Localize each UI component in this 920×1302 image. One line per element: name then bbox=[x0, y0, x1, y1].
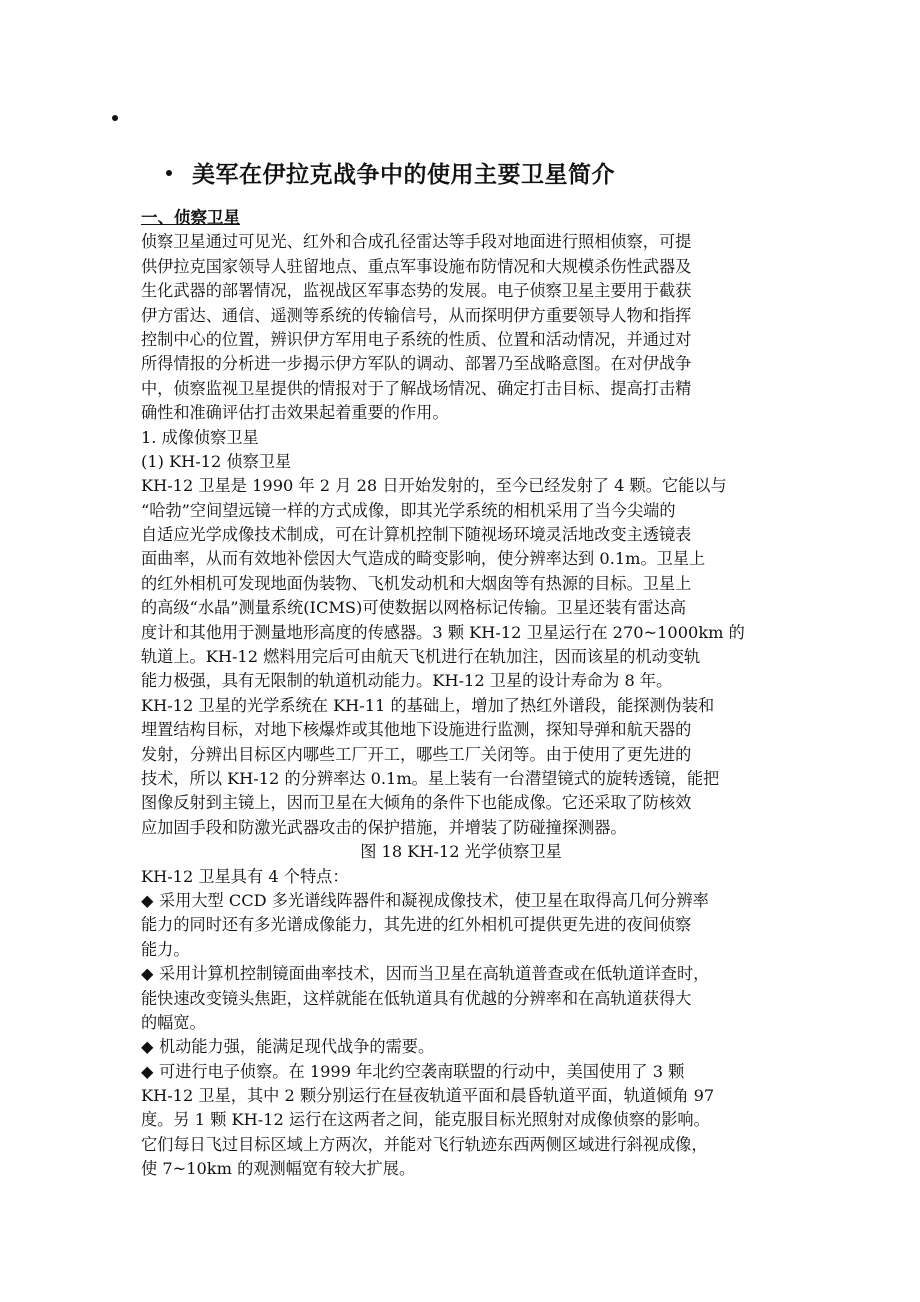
feature-list bbox=[141, 889, 781, 1182]
subheading: (1) KH-12 侦察卫星 bbox=[141, 451, 292, 471]
list-item bbox=[141, 1035, 781, 1059]
feature-text: 能快速改变镜头焦距，这样就能在低轨道具有优越的分辨率和在高轨道获得大 bbox=[141, 988, 692, 1008]
diamond-bullet-icon: ◆ bbox=[141, 1037, 154, 1057]
feature-text: 机动能力强，能满足现代战争的需要。 bbox=[159, 1037, 435, 1057]
text-line: 度计和其他用于测量地形高度的传感器。3 颗 KH-12 卫星运行在 270~1000km 的 bbox=[141, 622, 745, 642]
bullet-icon bbox=[166, 170, 172, 176]
feature-text: 能力。 bbox=[141, 939, 190, 959]
subheading: 1. 成像侦察卫星 bbox=[141, 427, 259, 447]
text-line: 中，侦察监视卫星提供的情报对于了解战场情况、确定打击目标、提高打击精 bbox=[141, 378, 692, 398]
list-item bbox=[141, 889, 781, 962]
document-body bbox=[141, 206, 781, 1182]
text-line: 的红外相机可发现地面伪装物、飞机发动机和大烟囱等有热源的目标。卫星上 bbox=[141, 573, 692, 593]
bullet-icon bbox=[112, 115, 118, 121]
text-line: 侦察卫星通过可见光、红外和合成孔径雷达等手段对地面进行照相侦察，可提 bbox=[141, 232, 692, 252]
text-line: KH-12 卫星的光学系统在 KH-11 的基础上，增加了热红外谱段，能探测伪装和 bbox=[141, 695, 715, 715]
text-line: 伊方雷达、通信、遥测等系统的传输信号，从而探明伊方重要领导人物和指挥 bbox=[141, 305, 692, 325]
feature-text: 的幅宽。 bbox=[141, 1012, 206, 1032]
feature-text: 它们每日飞过目标区域上方两次，并能对飞行轨迹东西两侧区域进行斜视成像， bbox=[141, 1134, 708, 1154]
feature-text: KH-12 卫星，其中 2 颗分别运行在昼夜轨道平面和晨昏轨道平面，轨道倾角 97 bbox=[141, 1086, 715, 1106]
text-line: KH-12 卫星是 1990 年 2 月 28 日开始发射的，至今已经发射了 4 颗。它能以与 bbox=[141, 476, 727, 496]
page-title: 美军在伊拉克战争中的使用主要卫星简介 bbox=[192, 162, 615, 188]
text-line: 发射，分辨出目标区内哪些工厂开工，哪些工厂关闭等。由于使用了更先进的 bbox=[141, 744, 692, 764]
list-item bbox=[141, 1060, 781, 1182]
features-intro: KH-12 卫星具有 4 个特点： bbox=[141, 866, 349, 886]
feature-text: 采用计算机控制镜面曲率技术，因而当卫星在高轨道普查或在低轨道详查时， bbox=[159, 964, 710, 984]
paragraph-lines bbox=[141, 230, 781, 840]
text-line: 能力极强，具有无限制的轨道机动能力。KH-12 卫星的设计寿命为 8 年。 bbox=[141, 671, 673, 691]
text-line: “哈勃”空间望远镜一样的方式成像，即其光学系统的相机采用了当今尖端的 bbox=[141, 500, 676, 520]
text-line: 埋置结构目标，对地下核爆炸或其他地下设施进行监测，探知导弹和航天器的 bbox=[141, 720, 692, 740]
text-line: 控制中心的位置，辨识伊方军用电子系统的性质、位置和活动情况，并通过对 bbox=[141, 329, 692, 349]
section-heading: 一、侦察卫星 bbox=[141, 208, 240, 227]
feature-text: 度。另 1 颗 KH-12 运行在这两者之间，能克服目标光照射对成像侦察的影响。 bbox=[141, 1110, 710, 1130]
feature-text: 能力的同时还有多光谱成像能力，其先进的红外相机可提供更先进的夜间侦察 bbox=[141, 915, 692, 935]
text-line: 所得情报的分析进一步揭示伊方军队的调动、部署乃至战略意图。在对伊战争 bbox=[141, 354, 692, 374]
text-line: 轨道上。KH-12 燃料用完后可由航天飞机进行在轨加注，因而该星的机动变轨 bbox=[141, 647, 701, 667]
text-line: 的高级“水晶”测量系统(ICMS)可使数据以网格标记传输。卫星还装有雷达高 bbox=[141, 598, 687, 618]
text-line: 应加固手段和防激光武器攻击的保护措施，并增装了防碰撞探测器。 bbox=[141, 817, 627, 837]
feature-text: 使 7~10km 的观测幅宽有较大扩展。 bbox=[141, 1159, 416, 1179]
list-item bbox=[141, 962, 781, 1035]
text-line: 自适应光学成像技术制成，可在计算机控制下随视场环境灵活地改变主透镜表 bbox=[141, 525, 692, 545]
feature-text: 采用大型 CCD 多光谱线阵器件和凝视成像技术，使卫星在取得高几何分辨率 bbox=[159, 890, 709, 910]
text-line: 技术，所以 KH-12 的分辨率达 0.1m。星上装有一台潜望镜式的旋转透镜，能把 bbox=[141, 768, 720, 788]
text-line: 供伊拉克国家领导人驻留地点、重点军事设施布防情况和大规模杀伤性武器及 bbox=[141, 256, 692, 276]
text-line: 图像反射到主镜上，因而卫星在大倾角的条件下也能成像。它还采取了防核效 bbox=[141, 793, 692, 813]
diamond-bullet-icon: ◆ bbox=[141, 1061, 154, 1081]
diamond-bullet-icon: ◆ bbox=[141, 964, 154, 984]
diamond-bullet-icon: ◆ bbox=[141, 890, 154, 910]
text-line: 面曲率，从而有效地补偿因大气造成的畸变影响，使分辨率达到 0.1m。卫星上 bbox=[141, 549, 706, 569]
text-line: 生化武器的部署情况，监视战区军事态势的发展。电子侦察卫星主要用于截获 bbox=[141, 281, 692, 301]
title-row bbox=[166, 156, 615, 189]
feature-text: 可进行电子侦察。在 1999 年北约空袭南联盟的行动中，美国使用了 3 颗 bbox=[159, 1061, 685, 1081]
text-line: 确性和准确评估打击效果起着重要的作用。 bbox=[141, 403, 449, 423]
figure-caption: 图 18 KH-12 光学侦察卫星 bbox=[360, 842, 562, 862]
